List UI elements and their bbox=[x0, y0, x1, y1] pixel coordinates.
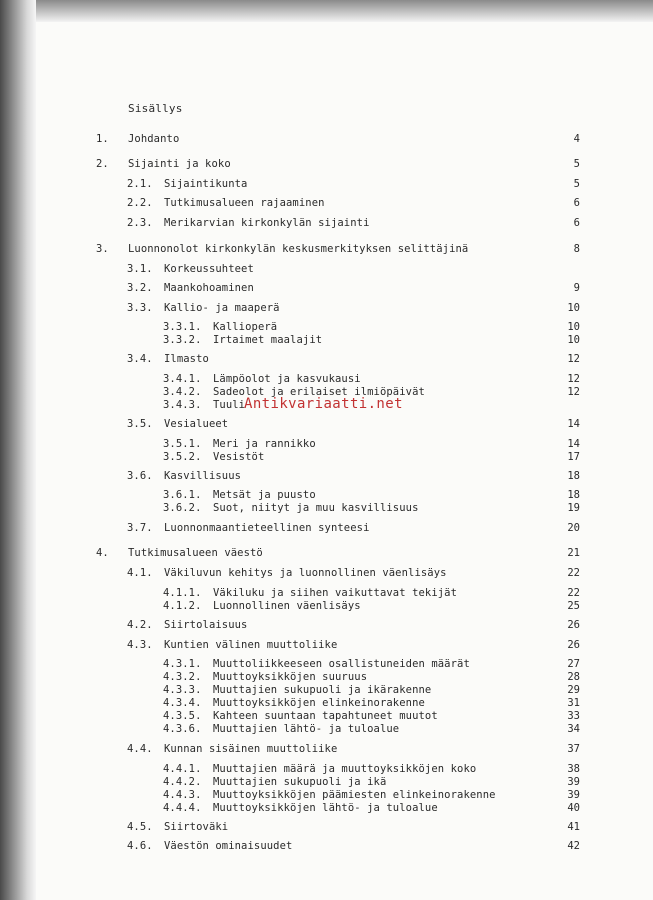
toc-entry-number: 3.3.1. bbox=[163, 321, 202, 333]
toc-entry-page: 40 bbox=[567, 802, 580, 814]
toc-entry-title: Johdanto bbox=[128, 133, 180, 145]
toc-entry-number: 3.1. bbox=[127, 263, 153, 275]
toc-entry bbox=[0, 638, 653, 652]
toc-entry-number: 4.3.1. bbox=[163, 658, 202, 670]
toc-entry-number: 3.5.1. bbox=[163, 438, 202, 450]
toc-entry bbox=[0, 437, 653, 451]
toc-entry bbox=[0, 488, 653, 502]
toc-entry-number: 2.2. bbox=[127, 197, 153, 209]
toc-entry bbox=[0, 657, 653, 671]
toc-entry-page: 27 bbox=[567, 658, 580, 670]
toc-entry bbox=[0, 333, 653, 347]
toc-entry bbox=[0, 521, 653, 535]
toc-entry bbox=[0, 618, 653, 632]
toc-entry bbox=[0, 762, 653, 776]
toc-entry-page: 38 bbox=[567, 763, 580, 775]
toc-entry-page: 42 bbox=[567, 840, 580, 852]
toc-entry-number: 4.3. bbox=[127, 639, 153, 651]
toc-entry-title: Maankohoaminen bbox=[164, 282, 254, 294]
toc-entry bbox=[0, 417, 653, 431]
toc-entry-title: Tutkimusalueen rajaaminen bbox=[164, 197, 325, 209]
toc-entry-title: Sijainti ja koko bbox=[128, 158, 231, 170]
toc-entry bbox=[0, 242, 653, 256]
toc-entry bbox=[0, 820, 653, 834]
toc-entry bbox=[0, 177, 653, 191]
toc-entry-page: 17 bbox=[567, 451, 580, 463]
toc-entry-page: 5 bbox=[573, 158, 580, 170]
toc-entry-number: 3.5.2. bbox=[163, 451, 202, 463]
watermark-text: Antikvariaatti.net bbox=[244, 396, 403, 412]
toc-entry-title: Tuuli bbox=[213, 399, 246, 411]
toc-entry-number: 4.4.2. bbox=[163, 776, 202, 788]
toc-entry bbox=[0, 352, 653, 366]
toc-entry bbox=[0, 320, 653, 334]
toc-entry-page: 4 bbox=[573, 133, 580, 145]
toc-entry-number: 3.4.2. bbox=[163, 386, 202, 398]
toc-entry-title: Väestön ominaisuudet bbox=[164, 840, 293, 852]
toc-entry-title: Kahteen suuntaan tapahtuneet muutot bbox=[213, 710, 438, 722]
toc-entry-number: 3.6.1. bbox=[163, 489, 202, 501]
toc-entry-page: 22 bbox=[567, 587, 580, 599]
toc-entry-page: 33 bbox=[567, 710, 580, 722]
toc-entry-page: 28 bbox=[567, 671, 580, 683]
toc-entry-title: Kasvillisuus bbox=[164, 470, 242, 482]
toc-entry-title: Merikarvian kirkonkylän sijainti bbox=[164, 217, 370, 229]
toc-entry-title: Muuttajien sukupuoli ja ikärakenne bbox=[213, 684, 432, 696]
toc-entry bbox=[0, 742, 653, 756]
toc-entry-number: 4.1.1. bbox=[163, 587, 202, 599]
toc-entry-title: Väkiluvun kehitys ja luonnollinen väenlisäys bbox=[164, 567, 447, 579]
toc-entry-number: 4.3.2. bbox=[163, 671, 202, 683]
toc-entry-page: 12 bbox=[567, 373, 580, 385]
toc-entry bbox=[0, 157, 653, 171]
toc-entry-title: Suot, niityt ja muu kasvillisuus bbox=[213, 502, 419, 514]
toc-entry-title: Luonnollinen väenlisäys bbox=[213, 600, 361, 612]
toc-entry-title: Luonnonmaantieteellinen synteesi bbox=[164, 522, 370, 534]
toc-entry-title: Irtaimet maalajit bbox=[213, 334, 323, 346]
toc-entry-title: Muuttoyksikköjen elinkeinorakenne bbox=[213, 697, 425, 709]
toc-entry-number: 4.4.3. bbox=[163, 789, 202, 801]
toc-entry-number: 4.4.4. bbox=[163, 802, 202, 814]
toc-entry-page: 34 bbox=[567, 723, 580, 735]
toc-entry-title: Kunnan sisäinen muuttoliike bbox=[164, 743, 338, 755]
toc-entry-page: 25 bbox=[567, 600, 580, 612]
toc-entry-title: Lämpöolot ja kasvukausi bbox=[213, 373, 361, 385]
toc-entry-title: Ilmasto bbox=[164, 353, 209, 365]
toc-entry-page: 10 bbox=[567, 321, 580, 333]
toc-entry-number: 3. bbox=[96, 243, 109, 255]
toc-entry-page: 10 bbox=[567, 334, 580, 346]
toc-entry-page: 21 bbox=[567, 547, 580, 559]
toc-entry bbox=[0, 801, 653, 815]
toc-entry bbox=[0, 566, 653, 580]
toc-entry-number: 4.6. bbox=[127, 840, 153, 852]
toc-entry-page: 12 bbox=[567, 386, 580, 398]
toc-entry-title: Muuttajien lähtö- ja tuloalue bbox=[213, 723, 400, 735]
toc-entry-title: Muuttajien sukupuoli ja ikä bbox=[213, 776, 387, 788]
toc-entry-page: 22 bbox=[567, 567, 580, 579]
toc-entry-number: 4.1. bbox=[127, 567, 153, 579]
toc-entry-number: 1. bbox=[96, 133, 109, 145]
toc-entry-number: 3.3.2. bbox=[163, 334, 202, 346]
toc-entry-number: 4. bbox=[96, 547, 109, 559]
toc-entry-title: Kallioperä bbox=[213, 321, 278, 333]
toc-entry bbox=[0, 501, 653, 515]
toc-entry-number: 3.6.2. bbox=[163, 502, 202, 514]
toc-entry-title: Muuttajien määrä ja muuttoyksikköjen koko bbox=[213, 763, 477, 775]
toc-entry-number: 4.1.2. bbox=[163, 600, 202, 612]
toc-entry bbox=[0, 709, 653, 723]
toc-entry-page: 39 bbox=[567, 789, 580, 801]
toc-entry-page: 39 bbox=[567, 776, 580, 788]
toc-entry-page: 26 bbox=[567, 639, 580, 651]
toc-entry-page: 5 bbox=[573, 178, 580, 190]
toc-entry bbox=[0, 216, 653, 230]
toc-entry-number: 4.4. bbox=[127, 743, 153, 755]
toc-entry-title: Sadeolot ja erilaiset ilmiöpäivät bbox=[213, 386, 425, 398]
toc-entry-page: 8 bbox=[573, 243, 580, 255]
toc-entry-title: Vesistöt bbox=[213, 451, 265, 463]
toc-entry bbox=[0, 546, 653, 560]
toc-entry-number: 3.6. bbox=[127, 470, 153, 482]
toc-entry-page: 18 bbox=[567, 489, 580, 501]
toc-entry-page: 10 bbox=[567, 302, 580, 314]
toc-entry-title: Kallio- ja maaperä bbox=[164, 302, 280, 314]
toc-entry bbox=[0, 372, 653, 386]
toc-entry-number: 3.2. bbox=[127, 282, 153, 294]
toc-entry-title: Sijaintikunta bbox=[164, 178, 248, 190]
toc-entry bbox=[0, 450, 653, 464]
toc-entry-number: 3.4. bbox=[127, 353, 153, 365]
toc-entry-page: 37 bbox=[567, 743, 580, 755]
toc-entry-page: 41 bbox=[567, 821, 580, 833]
toc-entry-number: 4.3.5. bbox=[163, 710, 202, 722]
toc-entry-title: Meri ja rannikko bbox=[213, 438, 316, 450]
toc-entry-page: 26 bbox=[567, 619, 580, 631]
toc-entry bbox=[0, 301, 653, 315]
toc-entry bbox=[0, 788, 653, 802]
toc-entry-page: 18 bbox=[567, 470, 580, 482]
toc-entry-page: 6 bbox=[573, 217, 580, 229]
toc-entry bbox=[0, 775, 653, 789]
toc-entry-title: Metsät ja puusto bbox=[213, 489, 316, 501]
toc-entry-number: 4.4.1. bbox=[163, 763, 202, 775]
toc-entry-number: 4.5. bbox=[127, 821, 153, 833]
toc-entry-title: Muuttoyksikköjen päämiesten elinkeinorakenne bbox=[213, 789, 496, 801]
toc-entry-number: 4.3.4. bbox=[163, 697, 202, 709]
toc-entry-page: 9 bbox=[573, 282, 580, 294]
toc-entry-number: 4.3.6. bbox=[163, 723, 202, 735]
toc-entry-number: 2.1. bbox=[127, 178, 153, 190]
toc-entry bbox=[0, 696, 653, 710]
toc-entry-page: 14 bbox=[567, 438, 580, 450]
toc-entry-number: 3.5. bbox=[127, 418, 153, 430]
page-top-shadow bbox=[0, 0, 653, 22]
toc-entry bbox=[0, 599, 653, 613]
toc-entry bbox=[0, 670, 653, 684]
toc-entry bbox=[0, 722, 653, 736]
toc-entry-number: 4.3.3. bbox=[163, 684, 202, 696]
page-title: Sisällys bbox=[128, 102, 183, 115]
toc-entry-page: 6 bbox=[573, 197, 580, 209]
toc-entry-title: Vesialueet bbox=[164, 418, 229, 430]
toc-entry bbox=[0, 196, 653, 210]
toc-entry-number: 3.4.1. bbox=[163, 373, 202, 385]
toc-entry bbox=[0, 586, 653, 600]
toc-entry-title: Kuntien välinen muuttoliike bbox=[164, 639, 338, 651]
toc-entry bbox=[0, 469, 653, 483]
toc-entry-page: 29 bbox=[567, 684, 580, 696]
toc-entry-number: 2. bbox=[96, 158, 109, 170]
toc-entry-title: Siirtolaisuus bbox=[164, 619, 248, 631]
toc-entry-page: 19 bbox=[567, 502, 580, 514]
toc-entry-title: Tutkimusalueen väestö bbox=[128, 547, 263, 559]
toc-entry-number: 3.7. bbox=[127, 522, 153, 534]
toc-entry bbox=[0, 262, 653, 276]
toc-entry-number: 3.3. bbox=[127, 302, 153, 314]
toc-entry-title: Siirtoväki bbox=[164, 821, 229, 833]
toc-entry bbox=[0, 281, 653, 295]
toc-entry-number: 4.2. bbox=[127, 619, 153, 631]
toc-entry bbox=[0, 839, 653, 853]
toc-entry-page: 12 bbox=[567, 353, 580, 365]
toc-entry-title: Luonnonolot kirkonkylän keskusmerkityksen selittäjinä bbox=[128, 243, 469, 255]
toc-entry-title: Korkeussuhteet bbox=[164, 263, 254, 275]
toc-entry-title: Muuttoyksikköjen suuruus bbox=[213, 671, 368, 683]
toc-entry-title: Muuttoliikkeeseen osallistuneiden määrät bbox=[213, 658, 470, 670]
toc-entry-number: 3.4.3. bbox=[163, 399, 202, 411]
toc-entry bbox=[0, 683, 653, 697]
toc-entry-number: 2.3. bbox=[127, 217, 153, 229]
toc-entry-title: Muuttoyksikköjen lähtö- ja tuloalue bbox=[213, 802, 438, 814]
toc-entry-page: 31 bbox=[567, 697, 580, 709]
toc-entry bbox=[0, 132, 653, 146]
toc-entry-page: 20 bbox=[567, 522, 580, 534]
toc-entry-title: Väkiluku ja siihen vaikuttavat tekijät bbox=[213, 587, 458, 599]
toc-entry-page: 14 bbox=[567, 418, 580, 430]
